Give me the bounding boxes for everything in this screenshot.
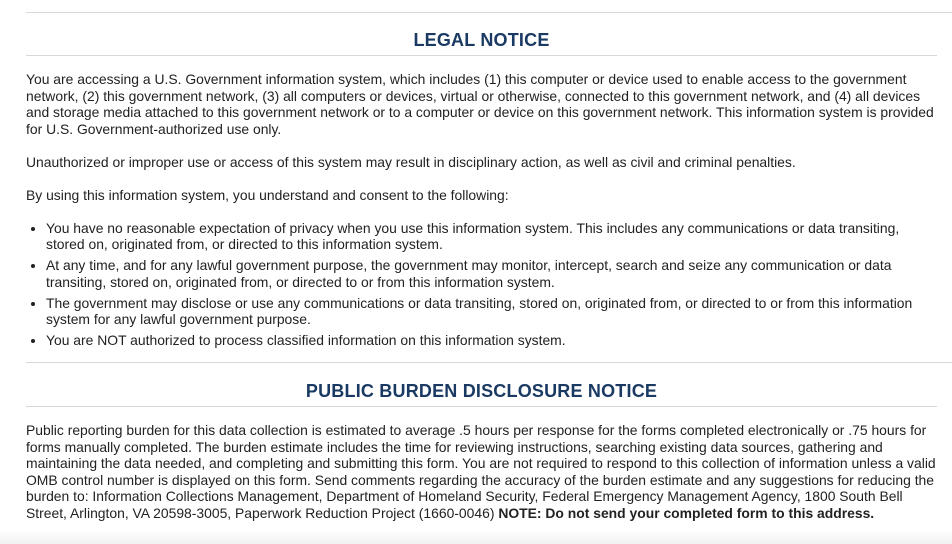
burden-note: NOTE: Do not send your completed form to this address.: [498, 504, 875, 521]
consent-list: [26, 220, 937, 349]
burden-notice-title: PUBLIC BURDEN DISCLOSURE NOTICE: [305, 381, 658, 401]
consent-item-monitoring: • At any time, and for any lawful government purpose, the government may monitor, intercept, search and seize any communication or data transiting, stored on, originated from, or directed to or from this information system.: [46, 257, 937, 290]
legal-paragraph-access: You are accessing a U.S. Government information system, which includes (1) this computer or device used to enable access to the government network, (2) this government network, (3) all computers or devices, virtual or otherwise, connected to this government network, and (4) all devices and storage media attached to this government network or to a computer or device on this government network. This information system is provided for U.S. Government-authorized use only.: [26, 71, 934, 137]
top-divider: [26, 12, 952, 13]
consent-item-privacy: • You have no reasonable expectation of privacy when you use this information system. This includes any communications or data transiting, stored on, originated from, or directed to this information system.: [46, 220, 937, 253]
burden-notice-body: [26, 422, 937, 538]
legal-notice-title: LEGAL NOTICE: [413, 30, 550, 50]
legal-paragraph-penalties: Unauthorized or improper use or access of this system may result in disciplinary action, as well as civil and criminal penalties.: [26, 153, 796, 170]
section-divider: [26, 362, 952, 363]
consent-item-disclosure: • The government may disclose or use any communications or data transiting, stored on, originated from, or directed to or from this information system for any lawful government purpose.: [46, 295, 937, 328]
legal-title-divider: [26, 55, 937, 56]
burden-text: Public reporting burden for this data collection is estimated to average .5 hours per response for the forms completed electronically or .75 hours for forms manually completed. The burden estimate includes the time for reviewing instructions, searching existing data sources, gathering and maintaining the data needed, and completing and submitting this form. You are not required to respond to this collection of information unless a valid OMB control number is displayed on this form. Send comments regarding the accuracy of the burden estimate and any suggestions for reducing the burden to: Information Collections Management, Department of Homeland Security, Federal Emergency Management Agency, 1800 South Bell Street, Arlington, VA 20598-3005, Paperwork Reduction Project (1660-0046): [26, 422, 936, 521]
legal-notice-body: [26, 71, 937, 353]
legal-paragraph-consent: By using this information system, you understand and consent to the following:: [26, 186, 509, 203]
burden-paragraph: [26, 422, 937, 521]
consent-item-classified: • You are NOT authorized to process classified information on this information system.: [46, 332, 937, 349]
burden-title-divider: [26, 406, 937, 407]
